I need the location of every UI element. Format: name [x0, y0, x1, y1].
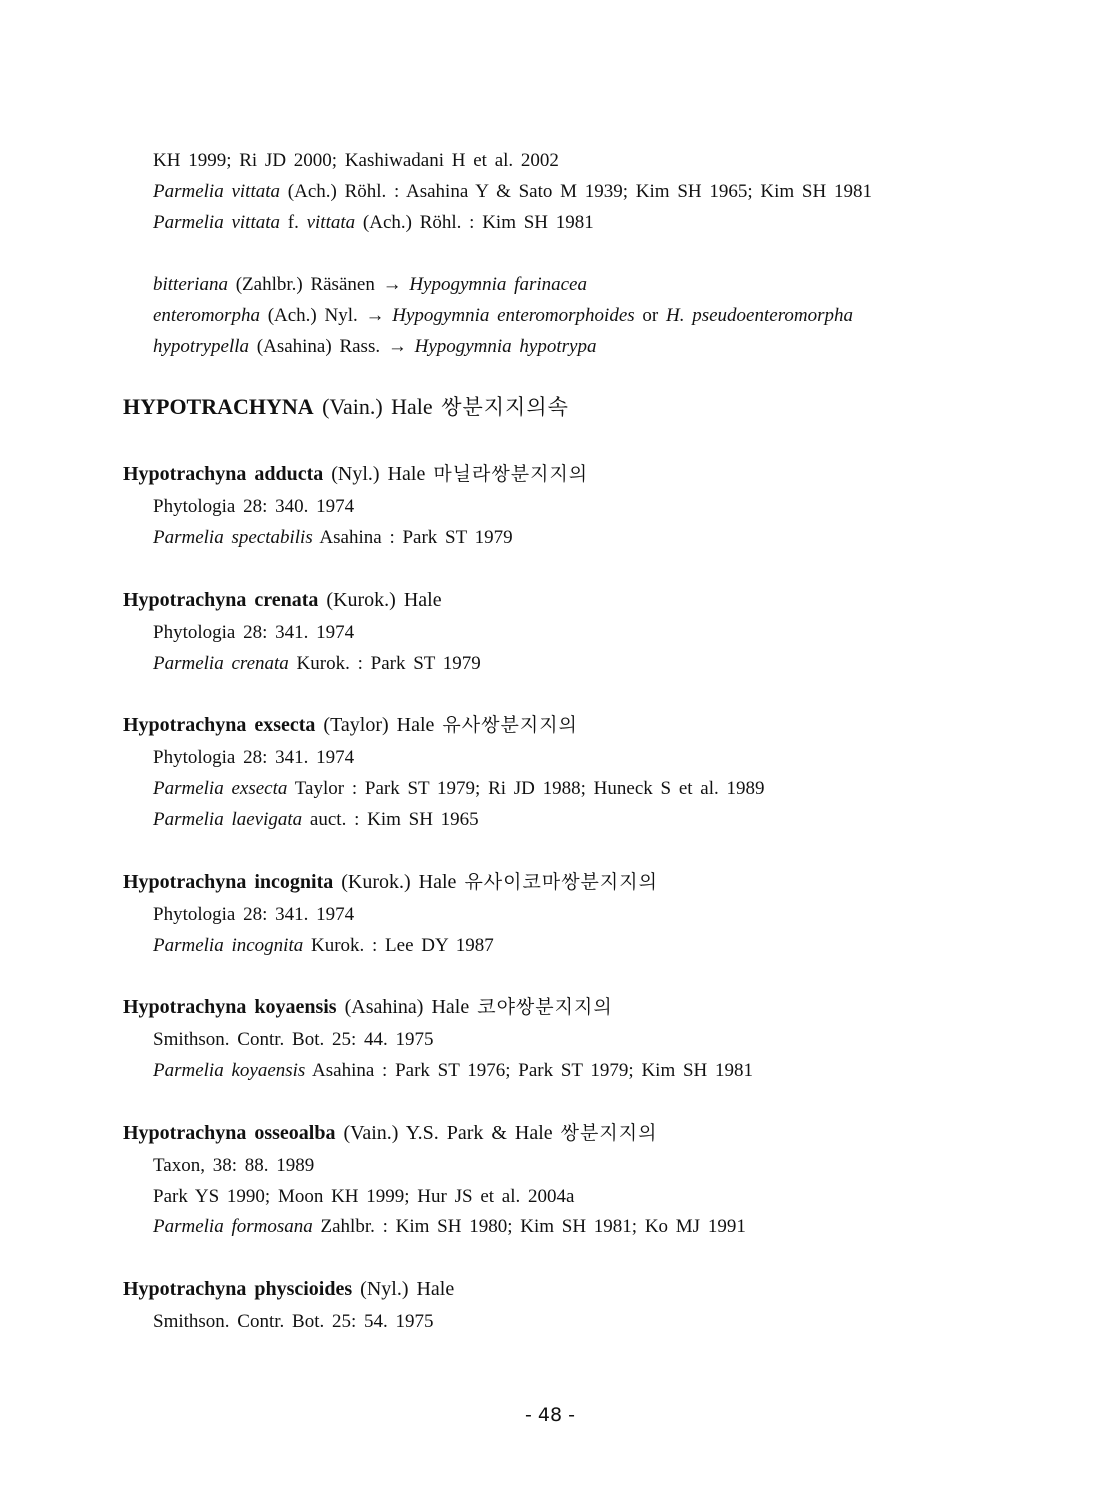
excluded-name-line: bitteriana (Zahlbr.) Räsänen → Hypogymnia farinacea	[153, 274, 587, 295]
synonym-line: Parmelia incognita Kurok. : Lee DY 1987	[153, 935, 494, 956]
excluded-name-line: enteromorpha (Ach.) Nyl. → Hypogymnia enteromorphoides or H. pseudoenteromorpha	[153, 305, 853, 326]
publication-line: Taxon, 38: 88. 1989	[153, 1155, 315, 1176]
synonym-line: Parmelia formosana Zahlbr. : Kim SH 1980; Kim SH 1981; Ko MJ 1991	[153, 1216, 746, 1237]
synonym-line: Parmelia koyaensis Asahina : Park ST 1976; Park ST 1979; Kim SH 1981	[153, 1060, 754, 1081]
species-heading: Hypotrachyna osseoalba (Vain.) Y.S. Park & Hale 쌍분지지의	[123, 1122, 658, 1144]
synonym-line: Parmelia vittata (Ach.) Röhl. : Asahina Y & Sato M 1939; Kim SH 1965; Kim SH 1981	[153, 181, 872, 202]
species-heading: Hypotrachyna physcioides (Nyl.) Hale	[123, 1278, 455, 1300]
synonym-line: Parmelia crenata Kurok. : Park ST 1979	[153, 653, 481, 674]
species-heading: Hypotrachyna exsecta (Taylor) Hale 유사쌍분지지의	[123, 714, 578, 736]
species-heading: Hypotrachyna crenata (Kurok.) Hale	[123, 589, 442, 611]
publication-line: Phytologia 28: 341. 1974	[153, 622, 355, 643]
publication-line: Smithson. Contr. Bot. 25: 44. 1975	[153, 1029, 434, 1050]
publication-line: Phytologia 28: 341. 1974	[153, 904, 355, 925]
synonym-line: Parmelia vittata f. vittata (Ach.) Röhl. : Kim SH 1981	[153, 212, 594, 233]
genus-heading: HYPOTRACHYNA (Vain.) Hale 쌍분지지의속	[123, 394, 569, 419]
synonym-line: Parmelia laevigata auct. : Kim SH 1965	[153, 809, 479, 830]
publication-line: Phytologia 28: 340. 1974	[153, 496, 355, 517]
species-heading: Hypotrachyna koyaensis (Asahina) Hale 코야쌍분지지의	[123, 996, 613, 1018]
publication-line: Phytologia 28: 341. 1974	[153, 747, 355, 768]
citation-line: KH 1999; Ri JD 2000; Kashiwadani H et al. 2002	[153, 150, 559, 171]
excluded-name-line: hypotrypella (Asahina) Rass. → Hypogymnia hypotrypa	[153, 336, 597, 357]
page-number: - 48 -	[525, 1404, 575, 1426]
species-heading: Hypotrachyna adducta (Nyl.) Hale 마닐라쌍분지지의	[123, 463, 589, 485]
species-heading: Hypotrachyna incognita (Kurok.) Hale 유사이코마쌍분지지의	[123, 871, 658, 893]
citation-line: Park YS 1990; Moon KH 1999; Hur JS et al. 2004a	[153, 1186, 575, 1207]
synonym-line: Parmelia spectabilis Asahina : Park ST 1979	[153, 527, 513, 548]
publication-line: Smithson. Contr. Bot. 25: 54. 1975	[153, 1311, 434, 1332]
synonym-line: Parmelia exsecta Taylor : Park ST 1979; Ri JD 1988; Huneck S et al. 1989	[153, 778, 765, 799]
